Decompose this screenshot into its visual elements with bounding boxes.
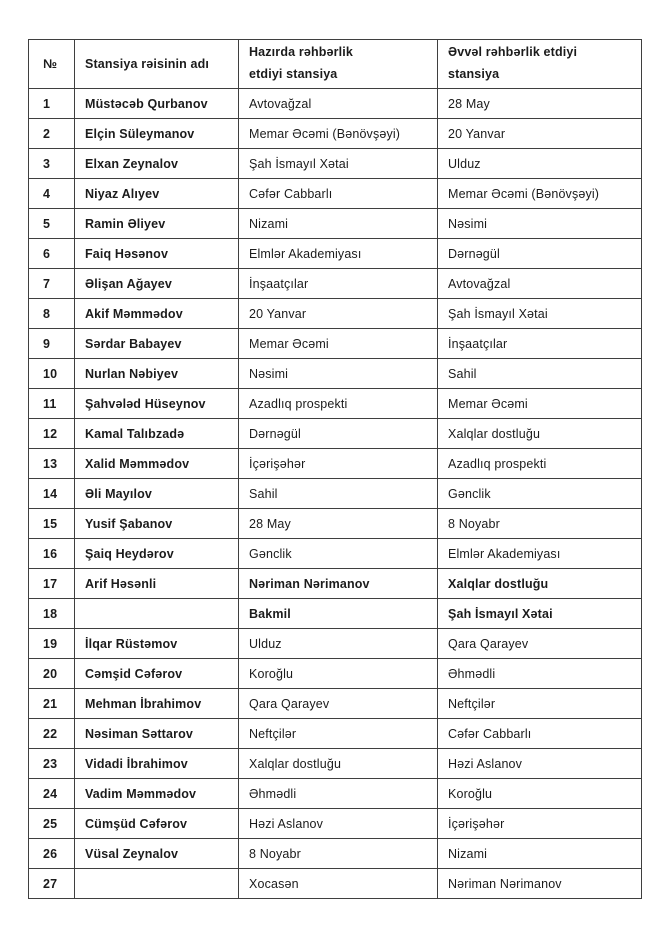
previous-station-cell: İçərişəhər <box>438 809 642 839</box>
table-row <box>29 869 642 899</box>
row-number-cell: 17 <box>29 569 75 599</box>
chief-name-cell: Akif Məmmədov <box>75 299 239 329</box>
chief-name-cell: Nurlan Nəbiyev <box>75 359 239 389</box>
previous-station-cell: Qara Qarayev <box>438 629 642 659</box>
row-number-cell: 18 <box>29 599 75 629</box>
row-number-cell: 15 <box>29 509 75 539</box>
table-row <box>29 539 642 569</box>
current-station-cell: Nizami <box>239 209 438 239</box>
previous-station-cell: Cəfər Cabbarlı <box>438 719 642 749</box>
chief-name-cell: Cəmşid Cəfərov <box>75 659 239 689</box>
current-station-cell: Ulduz <box>239 629 438 659</box>
row-number-cell: 27 <box>29 869 75 899</box>
row-number-cell: 10 <box>29 359 75 389</box>
previous-station-cell: Şah İsmayıl Xətai <box>438 599 642 629</box>
chief-name-cell: Vidadi İbrahimov <box>75 749 239 779</box>
chief-name-cell: Arif Həsənli <box>75 569 239 599</box>
table-row <box>29 629 642 659</box>
previous-station-cell: Gənclik <box>438 479 642 509</box>
row-number-cell: 16 <box>29 539 75 569</box>
row-number-cell: 6 <box>29 239 75 269</box>
row-number-cell: 9 <box>29 329 75 359</box>
station-reassignment-table <box>28 39 642 899</box>
row-number-cell: 12 <box>29 419 75 449</box>
table-row <box>29 779 642 809</box>
chief-name-cell: Əlişan Ağayev <box>75 269 239 299</box>
table-row <box>29 659 642 689</box>
current-station-cell: Cəfər Cabbarlı <box>239 179 438 209</box>
previous-station-cell: Xalqlar dostluğu <box>438 419 642 449</box>
current-station-cell: 8 Noyabr <box>239 839 438 869</box>
current-station-cell: Koroğlu <box>239 659 438 689</box>
header-previous-station <box>438 40 642 89</box>
current-station-cell: Xocasən <box>239 869 438 899</box>
table-row <box>29 449 642 479</box>
row-number-cell: 19 <box>29 629 75 659</box>
chief-name-cell: Kamal Talıbzadə <box>75 419 239 449</box>
current-station-cell: Memar Əcəmi (Bənövşəyi) <box>239 119 438 149</box>
chief-name-cell: Elçin Süleymanov <box>75 119 239 149</box>
table-row <box>29 509 642 539</box>
row-number-cell: 23 <box>29 749 75 779</box>
row-number-cell: 3 <box>29 149 75 179</box>
row-number-cell: 21 <box>29 689 75 719</box>
chief-name-cell: Elxan Zeynalov <box>75 149 239 179</box>
row-number-cell: 25 <box>29 809 75 839</box>
chief-name-cell: Cümşüd Cəfərov <box>75 809 239 839</box>
previous-station-cell: 28 May <box>438 89 642 119</box>
current-station-cell: Bakmil <box>239 599 438 629</box>
row-number-cell: 4 <box>29 179 75 209</box>
table-header <box>29 40 642 89</box>
current-station-cell: Gənclik <box>239 539 438 569</box>
row-number-cell: 11 <box>29 389 75 419</box>
previous-station-cell: İnşaatçılar <box>438 329 642 359</box>
table-row <box>29 299 642 329</box>
previous-station-cell: Şah İsmayıl Xətai <box>438 299 642 329</box>
row-number-cell: 22 <box>29 719 75 749</box>
row-number-cell: 24 <box>29 779 75 809</box>
current-station-cell: Avtovağzal <box>239 89 438 119</box>
current-station-cell: Azadlıq prospekti <box>239 389 438 419</box>
table-row <box>29 209 642 239</box>
current-station-cell: Nəriman Nərimanov <box>239 569 438 599</box>
chief-name-cell: Yusif Şabanov <box>75 509 239 539</box>
chief-name-cell: Vüsal Zeynalov <box>75 839 239 869</box>
current-station-cell: Qara Qarayev <box>239 689 438 719</box>
previous-station-cell: Xalqlar dostluğu <box>438 569 642 599</box>
chief-name-cell <box>75 869 239 899</box>
chief-name-cell: Şaiq Heydərov <box>75 539 239 569</box>
chief-name-cell: Faiq Həsənov <box>75 239 239 269</box>
current-station-cell: 28 May <box>239 509 438 539</box>
previous-station-cell: Sahil <box>438 359 642 389</box>
table-row <box>29 239 642 269</box>
header-previous-station-label: Əvvəl rəhbərlik etdiyi stansiya <box>448 45 578 81</box>
row-number-cell: 5 <box>29 209 75 239</box>
table-row <box>29 179 642 209</box>
table-row <box>29 569 642 599</box>
table-container <box>28 39 642 899</box>
previous-station-cell: Nəriman Nərimanov <box>438 869 642 899</box>
chief-name-cell: Ramin Əliyev <box>75 209 239 239</box>
station-table-body <box>29 89 642 899</box>
table-row <box>29 329 642 359</box>
previous-station-cell: 20 Yanvar <box>438 119 642 149</box>
chief-name-cell: Mehman İbrahimov <box>75 689 239 719</box>
previous-station-cell: Koroğlu <box>438 779 642 809</box>
current-station-cell: İçərişəhər <box>239 449 438 479</box>
chief-name-cell: Əli Mayılov <box>75 479 239 509</box>
previous-station-cell: Əhmədli <box>438 659 642 689</box>
table-row <box>29 419 642 449</box>
row-number-cell: 20 <box>29 659 75 689</box>
chief-name-cell: Nəsiman Səttarov <box>75 719 239 749</box>
current-station-cell: Dərnəgül <box>239 419 438 449</box>
previous-station-cell: Memar Əcəmi (Bənövşəyi) <box>438 179 642 209</box>
chief-name-cell: Xalid Məmmədov <box>75 449 239 479</box>
previous-station-cell: Ulduz <box>438 149 642 179</box>
current-station-cell: Həzi Aslanov <box>239 809 438 839</box>
current-station-cell: Neftçilər <box>239 719 438 749</box>
header-chief-name: Stansiya rəisinin adı <box>75 40 239 89</box>
current-station-cell: Şah İsmayıl Xətai <box>239 149 438 179</box>
table-row <box>29 389 642 419</box>
chief-name-cell: İlqar Rüstəmov <box>75 629 239 659</box>
previous-station-cell: Nizami <box>438 839 642 869</box>
row-number-cell: 13 <box>29 449 75 479</box>
previous-station-cell: Nəsimi <box>438 209 642 239</box>
previous-station-cell: Azadlıq prospekti <box>438 449 642 479</box>
chief-name-cell: Niyaz Alıyev <box>75 179 239 209</box>
current-station-cell: İnşaatçılar <box>239 269 438 299</box>
current-station-cell: Memar Əcəmi <box>239 329 438 359</box>
chief-name-cell <box>75 599 239 629</box>
previous-station-cell: Dərnəgül <box>438 239 642 269</box>
table-row <box>29 269 642 299</box>
table-row <box>29 119 642 149</box>
current-station-cell: Nəsimi <box>239 359 438 389</box>
header-number: № <box>29 40 75 89</box>
header-current-station-label: Hazırda rəhbərlik etdiyi stansiya <box>249 45 353 81</box>
previous-station-cell: Avtovağzal <box>438 269 642 299</box>
current-station-cell: Elmlər Akademiyası <box>239 239 438 269</box>
previous-station-cell: Neftçilər <box>438 689 642 719</box>
table-row <box>29 809 642 839</box>
table-row <box>29 599 642 629</box>
previous-station-cell: Həzi Aslanov <box>438 749 642 779</box>
chief-name-cell: Vadim Məmmədov <box>75 779 239 809</box>
previous-station-cell: Memar Əcəmi <box>438 389 642 419</box>
table-row <box>29 359 642 389</box>
table-row <box>29 479 642 509</box>
previous-station-cell: Elmlər Akademiyası <box>438 539 642 569</box>
current-station-cell: Sahil <box>239 479 438 509</box>
row-number-cell: 8 <box>29 299 75 329</box>
table-row <box>29 749 642 779</box>
header-row <box>29 40 642 89</box>
table-row <box>29 89 642 119</box>
previous-station-cell: 8 Noyabr <box>438 509 642 539</box>
table-row <box>29 149 642 179</box>
row-number-cell: 2 <box>29 119 75 149</box>
row-number-cell: 26 <box>29 839 75 869</box>
table-row <box>29 719 642 749</box>
row-number-cell: 14 <box>29 479 75 509</box>
header-current-station <box>239 40 438 89</box>
chief-name-cell: Sərdar Babayev <box>75 329 239 359</box>
table-row <box>29 839 642 869</box>
row-number-cell: 1 <box>29 89 75 119</box>
chief-name-cell: Şahvələd Hüseynov <box>75 389 239 419</box>
chief-name-cell: Müstəcəb Qurbanov <box>75 89 239 119</box>
current-station-cell: 20 Yanvar <box>239 299 438 329</box>
current-station-cell: Xalqlar dostluğu <box>239 749 438 779</box>
current-station-cell: Əhmədli <box>239 779 438 809</box>
row-number-cell: 7 <box>29 269 75 299</box>
table-row <box>29 689 642 719</box>
